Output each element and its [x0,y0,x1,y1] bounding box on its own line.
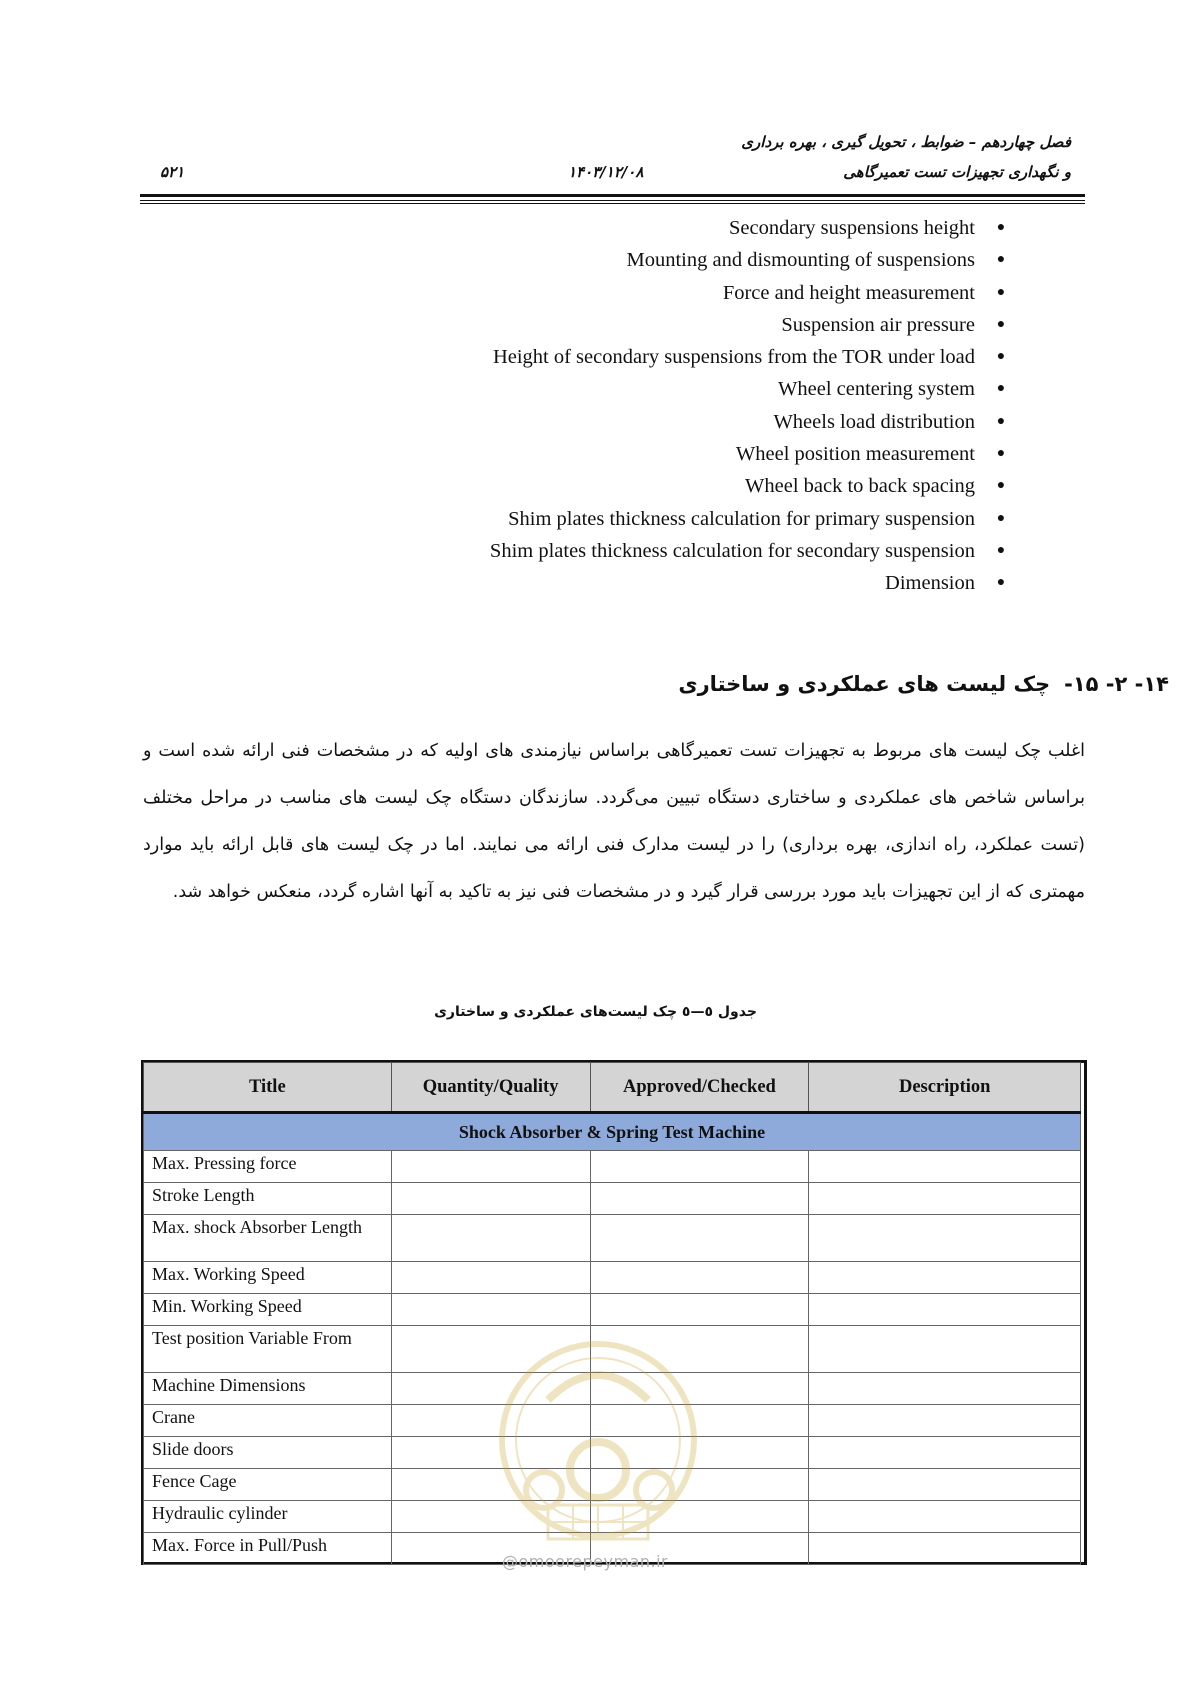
table-caption: جدول ٥—٥ چک لیست‌های عملکردی و ساختاری [434,1004,757,1020]
table-row [144,1183,1081,1215]
list-item: ● Shim plates thickness calculation for secondary suspension [490,535,1011,567]
row-title: Max. shock Absorber Length [144,1215,392,1262]
list-item: ● Wheels load distribution [490,406,1011,438]
chapter-title-line1: فصل چهاردهم – ضوابط ، تحویل گیری ، بهره برداری [741,133,1071,151]
header-rule-thin [140,203,1085,204]
bullet-icon: ● [996,284,1006,300]
description-cell [809,1151,1081,1183]
row-title: Stroke Length [144,1183,392,1215]
header-date: ۱۴۰۳/۱۲/۰۸ [568,163,644,181]
bullet-icon: ● [996,252,1006,268]
bullet-icon: ● [996,542,1006,558]
list-item: ● Force and height measurement [490,277,1011,309]
column-header-quantity: Quantity/Quality [391,1063,590,1113]
list-item: ● Wheel back to back spacing [490,470,1011,502]
description-cell [809,1469,1081,1501]
description-cell [809,1294,1081,1326]
approved-cell [590,1262,809,1294]
table-row [144,1151,1081,1183]
approved-cell [590,1215,809,1262]
header-rule-thin [140,200,1085,201]
list-item: ● Wheel centering system [490,373,1011,405]
bullet-list [490,212,1011,600]
section-heading [678,672,1169,696]
chapter-title-line2: و نگهداری تجهیزات تست تعمیرگاهی [843,163,1071,181]
list-item: ● Mounting and dismounting of suspensions [490,244,1011,276]
list-item: ● Dimension [490,567,1011,599]
row-title: Machine Dimensions [144,1373,392,1405]
body-paragraph: اغلب چک لیست های مربوط به تجهیزات تست تعمیرگاهی براساس نیازمندی های اولیه که در مشخصات فنی ارائه شده است و براساس شاخص های عملکردی و ساختاری دستگاه تبیین می‌گردد. سازندگان دستگاه چک لیست های مناسب در مراحل مختلف (تست عملکرد، راه اندازی، بهره برداری) را در لیست مدارک فنی ارائه می نمایند. اما در چک لیست های قابل ارائه باید موارد مهمتری که از این تجهیزات باید مورد بررسی قرار گیرد و در مشخصات فنی نیز به تاکید به آنها اشاره گردد، منعکس خواهد شد. [143,741,1085,902]
column-header-title: Title [144,1063,392,1113]
row-title: Fence Cage [144,1469,392,1501]
group-title: Shock Absorber & Spring Test Machine [144,1113,1081,1151]
description-cell [809,1501,1081,1533]
approved-cell [590,1151,809,1183]
description-cell [809,1326,1081,1373]
bullet-icon: ● [996,478,1006,494]
column-header-description: Description [809,1063,1081,1113]
description-cell [809,1437,1081,1469]
description-cell [809,1215,1081,1262]
row-title: Max. Force in Pull/Push [144,1533,392,1565]
table-row [144,1294,1081,1326]
quantity-cell [391,1294,590,1326]
description-cell [809,1373,1081,1405]
quantity-cell [391,1215,590,1262]
bullet-icon: ● [996,220,1006,235]
list-item: ● Suspension air pressure [490,309,1011,341]
description-cell [809,1262,1081,1294]
row-title: Min. Working Speed [144,1294,392,1326]
description-cell [809,1183,1081,1215]
bullet-icon: ● [996,510,1006,526]
table-row [144,1262,1081,1294]
header-rule [140,194,1085,197]
row-title: Test position Variable From [144,1326,392,1373]
row-title: Max. Working Speed [144,1262,392,1294]
approved-cell [590,1294,809,1326]
bullet-icon: ● [996,413,1006,429]
watermark-logo [488,1330,708,1570]
list-item: ● Shim plates thickness calculation for primary suspension [490,503,1011,535]
row-title: Max. Pressing force [144,1151,392,1183]
table-row [144,1215,1081,1262]
bullet-icon: ● [996,381,1006,397]
row-title: Hydraulic cylinder [144,1501,392,1533]
section-number: ۱۴- ۲- ۱۵- [1064,672,1169,696]
bullet-icon: ● [996,446,1006,462]
list-item: ● Wheel position measurement [490,438,1011,470]
approved-cell [590,1183,809,1215]
list-item: ● Secondary suspensions height [490,212,1011,244]
bullet-icon: ● [996,349,1006,365]
table-header-row [144,1063,1081,1113]
description-cell [809,1405,1081,1437]
list-item: ● Height of secondary suspensions from the TOR under load [490,341,1011,373]
table-group-row [144,1113,1081,1151]
section-title: چک لیست های عملکردی و ساختاری [678,672,1051,696]
quantity-cell [391,1151,590,1183]
description-cell [809,1533,1081,1565]
row-title: Slide doors [144,1437,392,1469]
column-header-approved: Approved/Checked [590,1063,809,1113]
bullet-icon: ● [996,575,1006,591]
bullet-icon: ● [996,316,1006,332]
watermark-url: @omoorepeyman.ir [502,1552,669,1571]
quantity-cell [391,1183,590,1215]
quantity-cell [391,1262,590,1294]
row-title: Crane [144,1405,392,1437]
page-number: ۵۲۱ [160,163,185,181]
